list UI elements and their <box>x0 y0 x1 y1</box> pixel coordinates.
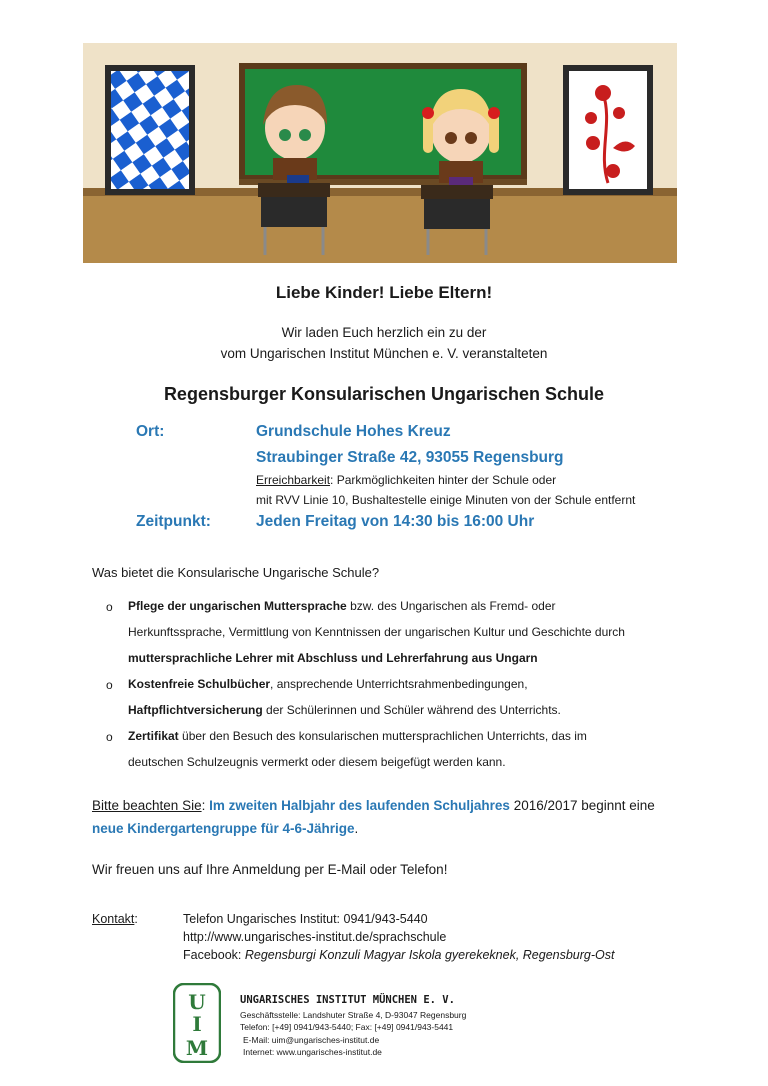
footer-org-name: UNGARISCHES INSTITUT MÜNCHEN E. V. <box>240 994 455 1006</box>
svg-text:I: I <box>192 1012 202 1036</box>
facebook-label: Facebook: <box>183 948 245 962</box>
list-item-1-bold-2: muttersprachliche Lehrer mit Abschluss und Lehrerfahrung aus Ungarn <box>128 651 538 665</box>
notice-colon: : <box>201 798 210 813</box>
list-item-2-text-2: der Schülerinnen und Schüler während des Unterrichts. <box>262 703 561 717</box>
notice-prefix: Bitte beachten Sie <box>92 798 202 813</box>
notice-end: . <box>354 821 359 836</box>
contact-label-text: Kontakt <box>92 912 135 926</box>
svg-text:M: M <box>185 1036 209 1060</box>
list-item-1 <box>128 593 688 671</box>
list-item-2-line-1 <box>128 671 688 697</box>
time-label: Zeitpunkt: <box>136 513 211 530</box>
list-item-3-bold-1: Zertifikat <box>128 729 179 743</box>
contact-label <box>92 912 138 926</box>
thanks-text: Wir freuen uns auf Ihre Anmeldung per E-Mail oder Telefon! <box>92 862 448 877</box>
location-label: Ort: <box>136 423 165 440</box>
bullet-marker-3: o <box>106 730 113 744</box>
contact-phone: Telefon Ungarisches Institut: 0941/943-5440 <box>183 912 428 926</box>
footer-phone: Telefon: [+49] 0941/943-5440; Fax: [+49] 0941/943-5441 <box>240 1022 454 1032</box>
list-item-1-bold-1: Pflege der ungarischen Muttersprache <box>128 599 347 613</box>
greeting-title: Liebe Kinder! Liebe Eltern! <box>275 283 493 302</box>
time-value: Jeden Freitag von 14:30 bis 16:00 Uhr <box>256 513 535 530</box>
access-text: : Parkmöglichkeiten hinter der Schule oder <box>330 473 557 487</box>
list-item-3-line-2: deutschen Schulzeugnis vermerkt oder diesem beigefügt werden kann. <box>128 755 506 769</box>
list-item-2-bold-1: Kostenfreie Schulbücher <box>128 677 271 691</box>
contact-label-colon: : <box>134 912 138 926</box>
list-item-1-line-1 <box>128 593 688 619</box>
access-label: Erreichbarkeit <box>256 473 331 487</box>
location-name: Grundschule Hohes Kreuz <box>256 423 451 440</box>
list-item-1-text-1: bzw. des Ungarischen als Fremd- oder <box>346 599 556 613</box>
list-item-2-text-1: , ansprechende Unterrichtsrahmenbedingungen, <box>270 677 528 691</box>
footer-email: E-Mail: uim@ungarisches-institut.de <box>243 1035 380 1045</box>
classroom-illustration <box>83 43 677 263</box>
intro-text <box>0 322 768 364</box>
access-line-2: mit RVV Linie 10, Bushaltestelle einige Minuten von der Schule entfernt <box>256 493 636 507</box>
list-item-3 <box>128 723 688 775</box>
list-item-2 <box>128 671 688 723</box>
uim-logo <box>173 983 221 1063</box>
notice-highlight-1: Im zweiten Halbjahr des laufenden Schuljahres <box>209 798 510 813</box>
contact-url[interactable]: http://www.ungarisches-institut.de/sprachschule <box>183 930 447 944</box>
contact-facebook <box>183 948 614 962</box>
list-item-2-line-2 <box>128 697 688 723</box>
location-address: Straubinger Straße 42, 93055 Regensburg <box>256 449 564 466</box>
intro-line-1: Wir laden Euch herzlich ein zu der <box>281 325 487 340</box>
facebook-value: Regensburgi Konzuli Magyar Iskola gyerekeknek, Regensburg-Ost <box>244 948 615 962</box>
list-item-1-line-3 <box>128 645 688 671</box>
intro-line-2: vom Ungarischen Institut München e. V. veranstalteten <box>220 346 548 361</box>
svg-text:U: U <box>188 990 206 1014</box>
bavarian-flag-picture <box>105 65 195 195</box>
offer-question: Was bietet die Konsularische Ungarische Schule? <box>92 565 380 580</box>
bullet-marker-2: o <box>106 678 113 692</box>
footer-address: Geschäftsstelle: Landshuter Straße 4, D-93047 Regensburg <box>240 1010 467 1020</box>
notice-paragraph <box>92 794 692 840</box>
footer-web: Internet: www.ungarisches-institut.de <box>243 1047 382 1057</box>
list-item-1-line-2: Herkunftssprache, Vermittlung von Kenntnissen der ungarischen Kultur und Geschichte durch <box>128 625 625 639</box>
access-line-1 <box>256 470 556 490</box>
bullet-marker-1: o <box>106 600 113 614</box>
notice-mid: 2016/2017 beginnt eine <box>509 798 655 813</box>
school-name: Regensburger Konsularischen Ungarischen Schule <box>163 384 605 404</box>
folk-art-picture <box>563 65 653 195</box>
list-item-3-line-1 <box>128 723 688 749</box>
list-item-3-text-1: über den Besuch des konsularischen muttersprachlichen Unterrichts, das im <box>178 729 587 743</box>
list-item-2-bold-2: Haftpflichtversicherung <box>128 703 263 717</box>
notice-highlight-2: neue Kindergartengruppe für 4-6-Jährige <box>92 821 355 836</box>
